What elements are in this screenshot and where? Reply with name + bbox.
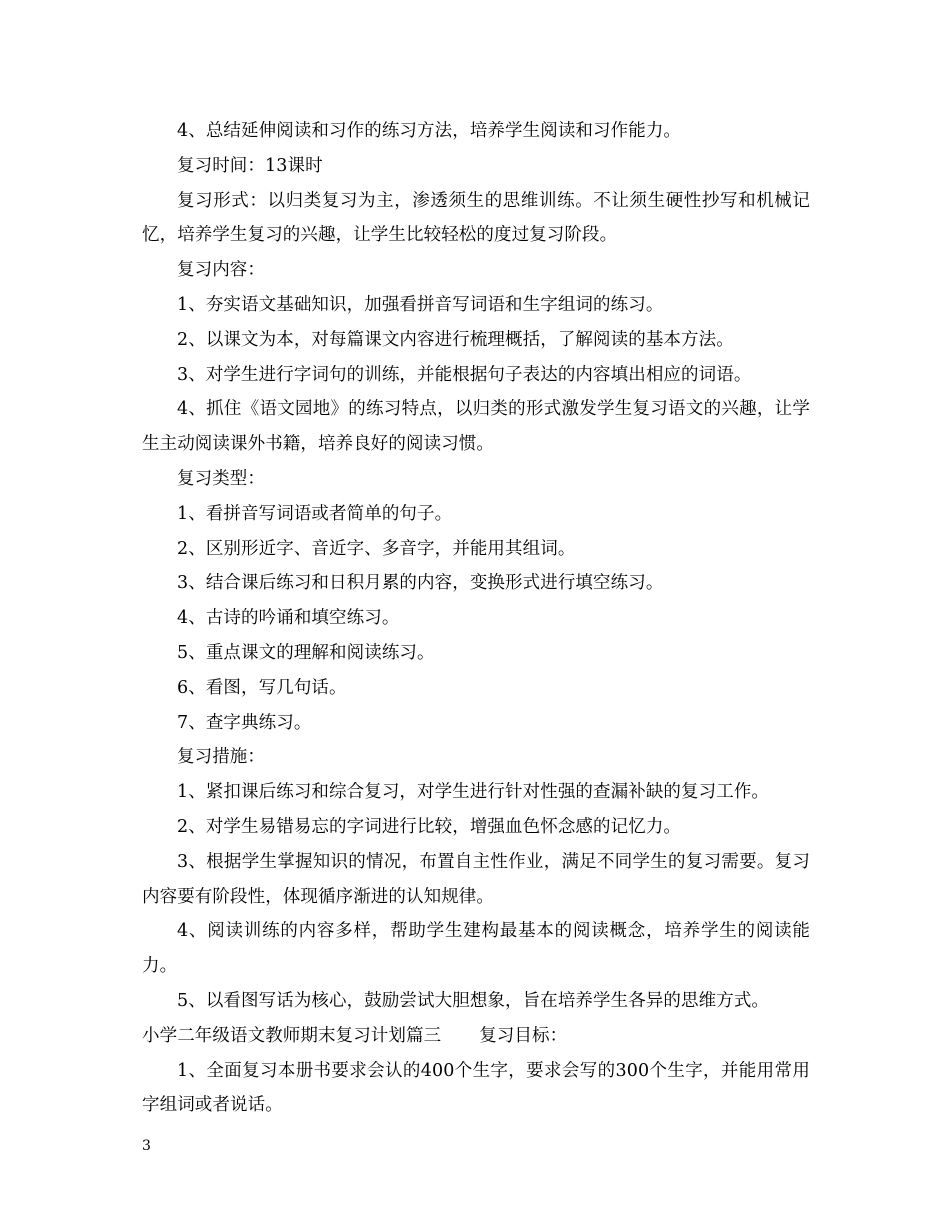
paragraph: 4、总结延伸阅读和习作的练习方法，培养学生阅读和习作能力。 xyxy=(177,121,682,141)
paragraph: 6、看图，写几句话。 xyxy=(177,677,347,698)
paragraph: 4、古诗的吟诵和填空练习。 xyxy=(177,608,400,629)
paragraph: 3、根据学生掌握知识的情况，布置自主性作业，满足不同学生的复习需要。复习内容要有阶段性，体现循序渐进的认知规律。 xyxy=(142,851,810,907)
paragraph: 5、以看图写话为核心，鼓励尝试大胆想象，旨在培养学生各异的思维方式。 xyxy=(177,990,770,1011)
paragraph: 复习类型： xyxy=(177,468,265,489)
section-subheading: 复习目标： xyxy=(479,1025,568,1046)
paragraph: 1、紧扣课后练习和综合复习，对学生进行针对性强的查漏补缺的复习工作。 xyxy=(177,782,770,803)
paragraph: 2、以课文为本，对每篇课文内容进行梳理概括，了解阅读的基本方法。 xyxy=(177,329,734,350)
document-body xyxy=(142,114,810,1123)
paragraph: 复习时间：13课时 xyxy=(177,155,323,176)
paragraph: 4、抓住《语文园地》的练习特点，以归类的形式激发学生复习语文的兴趣，让学生主动阅读课外书籍，培养良好的阅读习惯。 xyxy=(142,399,810,455)
section-heading-line xyxy=(142,1019,810,1054)
paragraph: 2、区别形近字、音近字、多音字，并能用其组词。 xyxy=(177,538,576,559)
paragraph: 1、全面复习本册书要求会认的400个生字，要求会写的300个生字，并能用常用字组词或者说话。 xyxy=(142,1060,810,1116)
paragraph: 复习形式：以归类复习为主，渗透须生的思维训练。不让须生硬性抄写和机械记忆，培养学生复习的兴趣，让学生比较轻松的度过复习阶段。 xyxy=(142,190,810,246)
section-heading: 小学二年级语文教师期末复习计划篇三 xyxy=(142,1025,442,1046)
paragraph: 3、对学生进行字词句的训练，并能根据句子表达的内容填出相应的词语。 xyxy=(177,364,752,385)
paragraph: 7、查字典练习。 xyxy=(177,712,312,733)
page-number: 3 xyxy=(142,1138,151,1154)
paragraph: 1、看拼音写词语或者简单的句子。 xyxy=(177,503,453,524)
paragraph: 3、结合课后练习和日积月累的内容，变换形式进行填空练习。 xyxy=(177,573,664,594)
paragraph: 2、对学生易错易忘的字词进行比较，增强血色怀念感的记忆力。 xyxy=(177,816,682,837)
paragraph: 复习措施： xyxy=(177,747,265,768)
paragraph: 5、重点课文的理解和阅读练习。 xyxy=(177,642,435,663)
paragraph: 1、夯实语文基础知识，加强看拼音写词语和生字组词的练习。 xyxy=(177,294,664,315)
paragraph: 复习内容： xyxy=(177,260,265,281)
paragraph: 4、阅读训练的内容多样，帮助学生建构最基本的阅读概念，培养学生的阅读能力。 xyxy=(142,921,810,977)
